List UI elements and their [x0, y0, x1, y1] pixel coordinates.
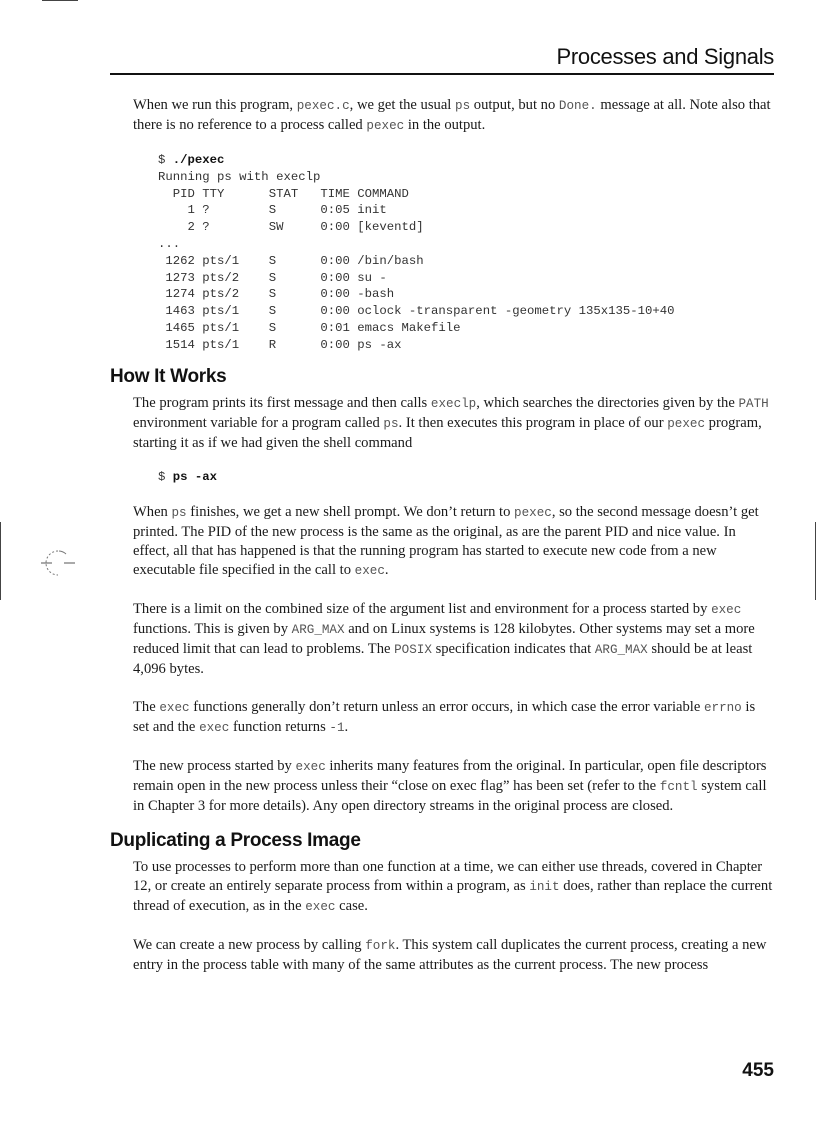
- text-run: We can create a new process by calling: [133, 937, 366, 954]
- command-text: ps -ax: [172, 469, 218, 484]
- inline-code: pexec: [514, 506, 552, 521]
- output-text: $: [158, 469, 173, 484]
- text-run: , so the second message doesn’t get printed. The PID of the new process is the same as the original, as are the parent PID and nice value. In effect, all that has happened is that the running program has started to execute new code from a new executable file specified in the call to: [133, 504, 759, 579]
- output-text: PID TTY STAT TIME COMMAND: [158, 186, 409, 201]
- text-run: system call in Chapter 3 for more details). Any open directory streams in the original process are closed.: [133, 778, 767, 815]
- section-heading: How It Works: [110, 365, 227, 387]
- inline-code: pexec.c: [296, 99, 350, 113]
- running-header-title: Processes and Signals: [556, 44, 774, 69]
- section-heading: Duplicating a Process Image: [110, 830, 361, 852]
- inline-code: ps: [171, 506, 187, 521]
- inline-code: POSIX: [394, 643, 432, 658]
- inline-code: execlp: [430, 396, 477, 411]
- header-rule: [110, 73, 774, 75]
- paragraph: [133, 96, 773, 136]
- text-run: , which searches the directories given by the: [476, 394, 739, 411]
- inline-code: ps: [383, 416, 399, 431]
- output-text: 1274 pts/2 S 0:00 -bash: [158, 287, 395, 302]
- text-run: The: [133, 699, 160, 716]
- command-text: ./pexec: [172, 153, 225, 167]
- output-text: Running ps with execlp: [158, 169, 321, 184]
- paragraph: [133, 936, 773, 975]
- inline-code: exec: [295, 760, 326, 775]
- inline-code: init: [529, 880, 560, 895]
- inline-code: PATH: [738, 396, 769, 411]
- text-run: When we run this program,: [133, 97, 297, 113]
- code-line: [158, 303, 773, 320]
- paragraph: [133, 698, 773, 738]
- page-content: [110, 96, 773, 994]
- output-text: 1465 pts/1 S 0:01 emacs Makefile: [158, 320, 461, 335]
- inline-code: fork: [365, 939, 396, 954]
- text-run: There is a limit on the combined size of the argument list and environment for a process started by: [133, 601, 712, 618]
- text-run: output, but no: [470, 97, 559, 113]
- text-run: case.: [335, 898, 368, 915]
- paragraph: [133, 394, 773, 453]
- output-text: ...: [158, 236, 181, 251]
- paragraph: [133, 757, 773, 816]
- code-line: [158, 236, 773, 253]
- code-line: [158, 320, 773, 337]
- paragraph: [133, 600, 773, 679]
- inline-code: errno: [703, 701, 742, 716]
- output-text: 2 ? SW 0:00 [keventd]: [158, 220, 424, 235]
- code-listing: [158, 469, 773, 486]
- inline-code: exec: [354, 564, 385, 579]
- text-run: When: [133, 504, 172, 521]
- paragraph: [133, 858, 773, 917]
- code-line: [158, 469, 773, 486]
- inline-code: exec: [199, 721, 230, 736]
- registration-mark-icon: [39, 548, 77, 578]
- inline-code: exec: [159, 701, 190, 716]
- output-text: 1273 pts/2 S 0:00 su -: [158, 270, 387, 285]
- paragraph: [133, 503, 773, 581]
- code-line: [158, 202, 773, 219]
- output-text: $: [158, 153, 173, 167]
- code-line: [158, 186, 773, 203]
- text-run: is set and the: [133, 699, 756, 736]
- text-run: environment variable for a program called: [133, 414, 384, 431]
- text-run: should be at least 4,096 bytes.: [133, 641, 753, 678]
- text-run: program, starting it as if we had given the shell command: [133, 414, 762, 451]
- text-run: finishes, we get a new shell prompt. We don’t return to: [186, 504, 515, 521]
- output-text: 1262 pts/1 S 0:00 /bin/bash: [158, 253, 424, 268]
- text-run: The new process started by: [133, 758, 296, 775]
- code-line: [158, 169, 773, 186]
- crop-mark-top: [42, 0, 78, 1]
- page-number: 455: [742, 1060, 774, 1081]
- text-run: and on Linux systems is 128 kilobytes. Other systems may set a more reduced limit that can lead to problems. The: [133, 621, 755, 658]
- text-run: , we get the usual: [349, 97, 456, 113]
- inline-code: ARG_MAX: [594, 643, 648, 658]
- inline-code: pexec: [366, 119, 405, 133]
- text-run: does, rather than replace the current thread of execution, as in the: [133, 878, 773, 915]
- inline-code: fcntl: [659, 780, 698, 795]
- text-run: . It then executes this program in place of our: [398, 414, 668, 431]
- inline-code: exec: [711, 603, 742, 618]
- text-run: The program prints its first message and then calls: [133, 394, 431, 411]
- text-run: To use processes to perform more than one function at a time, we can either use threads, covered in Chapter 12, or create an entirely separate process from within a program, as: [133, 859, 763, 895]
- code-line: [158, 337, 773, 354]
- inline-code: -1: [329, 721, 345, 736]
- code-line: [158, 219, 773, 236]
- crop-mark-left: [0, 522, 1, 600]
- text-run: inherits many features from the original. In particular, open file descriptors remain open in the new process unless their “close on exec flag” has been set (refer to the: [133, 758, 767, 795]
- text-run: functions. This is given by: [133, 621, 292, 638]
- output-text: 1 ? S 0:05 init: [158, 203, 387, 218]
- text-run: .: [344, 719, 349, 736]
- code-line: [158, 270, 773, 287]
- code-line: [158, 253, 773, 270]
- text-run: functions generally don’t return unless an error occurs, in which case the error variable: [189, 699, 704, 716]
- text-run: in the output.: [404, 117, 486, 133]
- text-run: . This system call duplicates the current process, creating a new entry in the process table with many of the same attributes as the current process. The new process: [133, 937, 767, 974]
- inline-code: ARG_MAX: [291, 623, 345, 638]
- inline-code: Done.: [558, 99, 597, 113]
- code-listing: [158, 152, 773, 354]
- text-run: .: [384, 562, 389, 579]
- inline-code: pexec: [667, 416, 706, 431]
- inline-code: exec: [305, 900, 336, 915]
- text-run: message at all. Note also that there is no reference to a process called: [133, 97, 771, 133]
- text-run: function returns: [229, 719, 330, 736]
- code-line: [158, 152, 773, 169]
- inline-code: ps: [455, 99, 471, 113]
- code-line: [158, 286, 773, 303]
- text-run: specification indicates that: [431, 641, 595, 658]
- output-text: 1463 pts/1 S 0:00 oclock -transparent -geometry 135x135-10+40: [158, 304, 675, 319]
- output-text: 1514 pts/1 R 0:00 ps -ax: [158, 337, 402, 352]
